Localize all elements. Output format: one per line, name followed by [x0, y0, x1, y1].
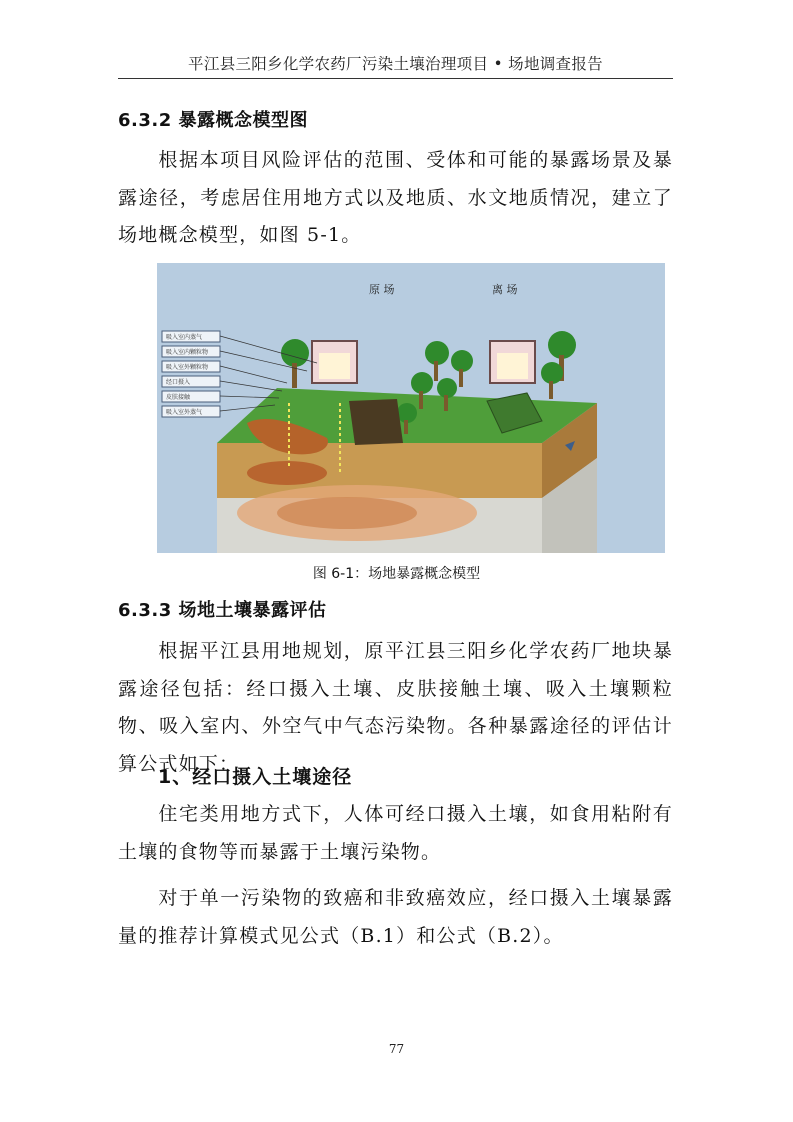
legend-item-3: 吸入室外颗粒物 [166, 364, 209, 371]
groundwater-plume-inner [277, 497, 417, 529]
exposure-concept-model-figure [157, 263, 665, 553]
legend-item-1: 吸入室内蒸气 [166, 334, 203, 341]
section-heading-6-3-3: 6.3.3 场地土壤暴露评估 [118, 600, 327, 621]
figure-caption: 图 6-1：场地暴露概念模型 [312, 566, 481, 582]
label-offsite: 离 场 [492, 283, 518, 296]
paragraph-exposure-model-intro: 根据本项目风险评估的范围、受体和可能的暴露场景及暴露途径，考虑居住用地方式以及地质、水文地质情况，建立了场地概念模型，如图 5-1。 [118, 149, 673, 246]
exposure-model-illustration [157, 263, 665, 553]
legend-item-2: 吸入室内颗粒物 [166, 349, 209, 356]
page-number: 77 [388, 1042, 405, 1056]
subheading-oral-ingestion: 1、经口摄入土壤途径 [158, 766, 353, 788]
plume-subsurface [247, 461, 327, 485]
onsite-garden-plot [349, 399, 403, 445]
running-header: 平江县三阳乡化学农药厂污染土壤治理项目 • 场地调查报告 [188, 55, 603, 73]
onsite-house-interior [319, 353, 350, 379]
legend-item-6: 吸入室外蒸气 [166, 409, 203, 416]
paragraph-exposure-pathways: 根据平江县用地规划，原平江县三阳乡化学农药厂地块暴露途径包括：经口摄入土壤、皮肤接触土壤、吸入土壤颗粒物、吸入室内、外空气中气态污染物。各种暴露途径的评估计算公式如下： [118, 640, 673, 775]
header-divider [118, 78, 673, 79]
label-onsite: 原 场 [369, 283, 395, 296]
section-heading-6-3-2: 6.3.2 暴露概念模型图 [118, 110, 309, 131]
paragraph-formula-reference: 对于单一污染物的致癌和非致癌效应，经口摄入土壤暴露量的推荐计算模式见公式（B.1）和公式（B.2）。 [118, 887, 673, 947]
legend-item-5: 皮肤接触 [166, 394, 191, 401]
offsite-house-interior [497, 353, 528, 379]
paragraph-residential-ingestion: 住宅类用地方式下，人体可经口摄入土壤，如食用粘附有土壤的食物等而暴露于土壤污染物。 [118, 803, 673, 863]
legend-item-4: 经口摄入 [166, 379, 191, 386]
